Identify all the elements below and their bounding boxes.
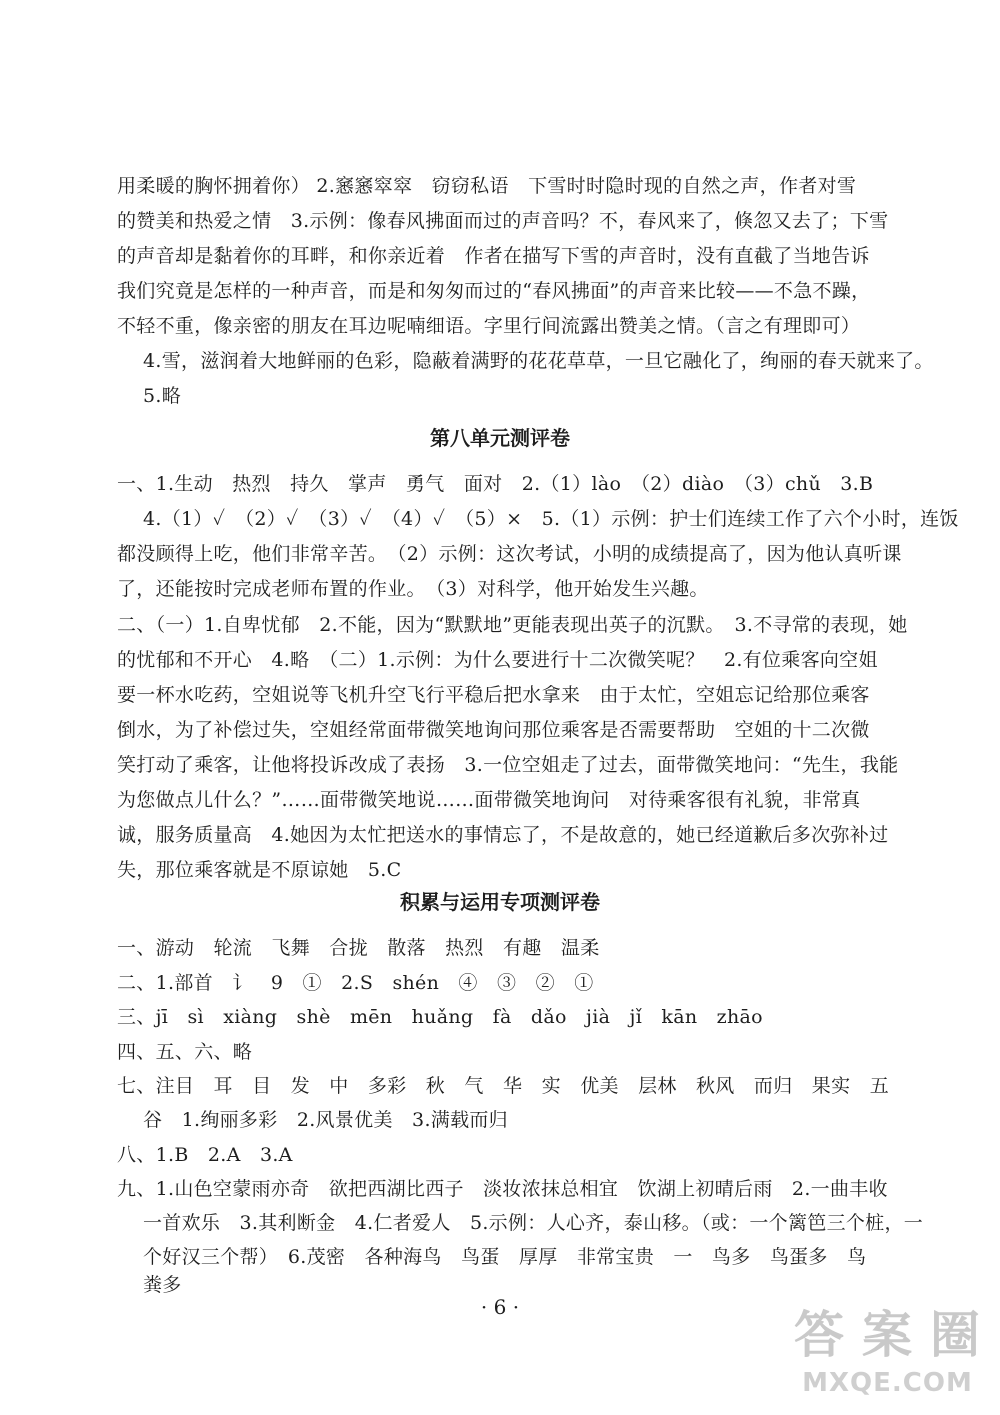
watermark-url: MXQE.COM (802, 1368, 973, 1398)
text-line: 5.略 (143, 385, 182, 407)
text-line: 不轻不重，像亲密的朋友在耳边呢喃细语。字里行间流露出赞美之情。（言之有理即可） (117, 315, 861, 337)
text-line: 七、注目 耳 目 发 中 多彩 秋 气 华 实 优美 层林 秋风 而归 果实 五 (117, 1075, 890, 1097)
text-line: 诚，服务质量高 4.她因为太忙把送水的事情忘了，不是故意的，她已经道歉后多次弥补过 (117, 824, 889, 846)
text-line: 用柔暖的胸怀拥着你） 2.窸窸窣窣 窃窃私语 下雪时时隐时现的自然之声，作者对雪 (117, 175, 857, 197)
text-line: 一首欢乐 3.其利断金 4.仁者爱人 5.示例：人心齐，泰山移。（或：一个篱笆三个桩，一 (143, 1212, 924, 1234)
text-line: 都没顾得上吃，他们非常辛苦。 （2）示例：这次考试，小明的成绩提高了，因为他认真听课 (117, 543, 902, 565)
text-line: 九、1.山色空蒙雨亦奇 欲把西湖比西子 淡妆浓抹总相宜 饮湖上初晴后雨 2.一曲丰收 (117, 1178, 888, 1200)
text-line: 我们究竟是怎样的一种声音，而是和匆匆而过的“春风拂面”的声音来比较——不急不躁， (117, 280, 871, 302)
text-line: 粪多 (143, 1274, 182, 1296)
text-line: 要一杯水吃药，空姐说等飞机升空飞行平稳后把水拿来 由于太忙，空姐忘记给那位乘客 (117, 684, 870, 706)
section-title-unit8: 第八单元测评卷 (430, 426, 570, 450)
watermark-glyph: 案 (862, 1306, 912, 1364)
text-line: 二、（一）1.自卑忧郁 2.不能，因为“默默地”更能表现出英子的沉默。 3.不寻常的表现，她 (117, 614, 908, 636)
text-line: 了，还能按时完成老师布置的作业。 （3）对科学，他开始发生兴趣。 (117, 578, 709, 600)
text-line: 的赞美和热爱之情 3.示例：像春风拂面而过的声音吗？不，春风来了，倏忽又去了；下雪 (117, 210, 889, 232)
text-line: 三、jī sì xiàng shè mēn huǎng fà dǎo jià jǐ kān zhāo (117, 1006, 763, 1028)
section-title-accumulation: 积累与运用专项测评卷 (400, 890, 600, 914)
text-line: 谷 1.绚丽多彩 2.风景优美 3.满载而归 (143, 1109, 508, 1131)
text-line: 倒水，为了补偿过失，空姐经常面带微笑地询问那位乘客是否需要帮助 空姐的十二次微 (117, 719, 870, 741)
text-line: 二、1.部首 讠 9 ① 2.S shén ④ ③ ② ① (117, 972, 594, 994)
text-line: 笑打动了乘客，让他将投诉改成了表扬 3.一位空姐走了过去，面带微笑地问：“先生，我能 (117, 754, 899, 776)
text-line: 一、游动 轮流 飞舞 合拢 散落 热烈 有趣 温柔 (117, 937, 600, 959)
text-line: 的声音却是黏着你的耳畔，和你亲近着 作者在描写下雪的声音时，没有直截了当地告诉 (117, 245, 870, 267)
text-line: 为您做点儿什么？”……面带微笑地说……面带微笑地询问 对待乘客很有礼貌，非常真 (117, 789, 861, 811)
text-line: 失，那位乘客就是不原谅她 5.C (117, 859, 402, 881)
text-line: 个好汉三个帮） 6.茂密 各种海鸟 鸟蛋 厚厚 非常宝贵 一 鸟多 鸟蛋多 鸟 (143, 1246, 867, 1268)
text-line: 一、1.生动 热烈 持久 掌声 勇气 面对 2.（1）lào （2）diào （3）chǔ 3.B (117, 473, 874, 495)
text-line: 八、1.B 2.A 3.A (117, 1144, 293, 1166)
text-line: 四、五、六、略 (117, 1041, 253, 1063)
text-line: 4.（1）✓ （2）✓ （3）✓ （4）✓ （5）× 5.（1）示例：护士们连续工作了六个小时，连饭 (143, 508, 959, 530)
watermark-logo (780, 1300, 995, 1410)
text-line: 的忧郁和不开心 4.略 （二）1.示例：为什么要进行十二次微笑呢？ 2.有位乘客向空姐 (117, 649, 878, 671)
watermark-glyph: 圈 (930, 1306, 980, 1364)
watermark-glyph: 答 (794, 1306, 844, 1364)
page-number: · 6 · (480, 1295, 520, 1319)
text-line: 4.雪，滋润着大地鲜丽的色彩，隐蔽着满野的花花草草，一旦它融化了，绚丽的春天就来了。 (143, 350, 934, 372)
